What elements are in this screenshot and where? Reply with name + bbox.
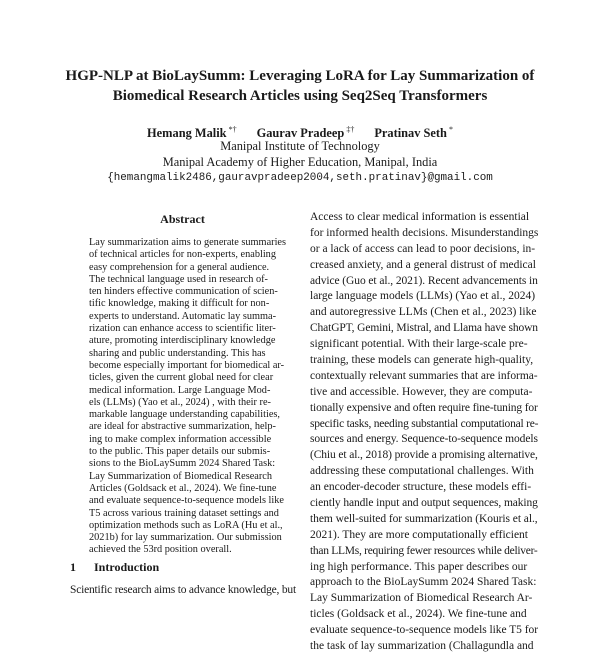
body-text-line: the task of lay summarization (Challagundla and: [310, 640, 534, 653]
body-text-line: tionally expensive and often require fine-tuning for: [310, 401, 538, 414]
body-text-line: contextually relevant summaries that are informa-: [310, 369, 538, 382]
body-text-line: evaluate sequence-to-sequence models like T5 for: [310, 624, 538, 637]
section-title: Introduction: [94, 560, 160, 574]
abstract-line: els (LLMs) (Yao et al., 2024) , with their re-: [89, 396, 271, 408]
author-name: Pratinav Seth: [374, 126, 447, 140]
abstract-line: Lay Summarization of Biomedical Research: [89, 470, 272, 482]
body-text-line: advice (Guo et al., 2021). Recent advancements in: [310, 274, 538, 287]
abstract-line: of technical articles for non-experts, enabling: [89, 249, 276, 261]
right-column-body: [310, 210, 539, 655]
author-name: Gaurav Pradeep: [256, 126, 345, 140]
body-text-line: approach to the BioLaySumm 2024 Shared Task:: [310, 576, 537, 589]
abstract-line: The technical language used in research of-: [89, 273, 268, 285]
abstract-line: Lay summarization aims to generate summaries: [89, 237, 287, 248]
body-text-line: (Chiu et al., 2018) provide a promising alternative,: [310, 449, 538, 462]
body-text-line: creased anxiety, and a general distrust of medical: [310, 258, 536, 271]
abstract-line: become especially important for biomedical ar-: [89, 359, 285, 371]
title-line: Biomedical Research Articles using Seq2Seq Transformers: [112, 88, 488, 104]
body-text-line: training, these models can generate high-quality,: [310, 354, 534, 367]
body-text-line: Scientific research aims to advance knowledge, but: [70, 584, 296, 596]
abstract-heading: Abstract: [160, 212, 205, 226]
abstract-line: tific knowledge, making it difficult for non-: [89, 298, 270, 310]
body-text-line: ticles (Goldsack et al., 2024). We fine-tune and: [310, 608, 527, 621]
body-text-line: significant potential. With their large-scale pre-: [310, 338, 528, 351]
body-text-line: ChatGPT, Gemini, Mistral, and Llama have shown: [310, 322, 538, 335]
section-heading: [70, 560, 159, 574]
abstract-line: rization can enhance access to scientific liter-: [89, 323, 276, 335]
abstract-line: ature, promoting interdisciplinary knowledge: [89, 335, 276, 347]
abstract-line: medical information. Large Language Mod-: [89, 384, 271, 396]
body-text-line: ing high performance. This paper describes our: [310, 560, 528, 573]
abstract-line: ticles, given the current global need for clear: [89, 372, 274, 384]
body-text-line: and autoregressive LLMs (Chen et al., 2023) like: [310, 306, 537, 319]
author-mark: *†: [228, 125, 237, 134]
body-text-line: an encoder-decoder structure, these models effi-: [310, 481, 532, 494]
body-text-line: tive and accessible. However, they are computa-: [310, 385, 533, 398]
abstract-line: Articles (Goldsack et al., 2024). We fine-tune: [89, 482, 277, 494]
abstract-line: experts to understand. Automatic lay summa-: [89, 310, 277, 322]
author-mark: *: [448, 125, 453, 134]
author-mark: ‡†: [346, 125, 355, 134]
abstract-line: to the public. This paper details our submis-: [89, 446, 271, 458]
abstract-line: T5 across various training dataset settings and: [89, 507, 279, 519]
body-text-line: 2021). They are more computationally efficient: [310, 528, 529, 541]
abstract-line: 2021b) for lay summarization. Our submission: [89, 532, 282, 544]
abstract-line: easy comprehension for a general audience.: [89, 261, 270, 273]
author-name: Hemang Malik: [147, 126, 227, 140]
body-text-line: large language models (LLMs) (Yao et al., 2024): [310, 290, 536, 303]
intro-body: [70, 582, 295, 599]
title-line: HGP-NLP at BioLaySumm: Leveraging LoRA for Lay Summarization of: [65, 68, 535, 84]
abstract-line: and evaluate sequence-to-sequence models like: [89, 495, 284, 507]
body-text-line: specific tasks, needing substantial computational re-: [310, 417, 539, 430]
affiliation-institute: Manipal Institute of Technology: [220, 139, 380, 153]
paper-title: [40, 66, 560, 106]
abstract-line: are ideal for abstractive summarization, help-: [89, 421, 276, 433]
abstract-line: ing to make complex information accessible: [89, 433, 272, 445]
body-text-line: for informed health decisions. Misunderstandings: [310, 226, 539, 239]
body-text-line: Access to clear medical information is essential: [310, 211, 530, 223]
abstract-line: achieved the 53rd position overall.: [89, 544, 232, 556]
body-text-line: than LLMs, requiring fewer resources while deliver-: [310, 544, 538, 557]
body-text-line: sources and energy. Sequence-to-sequence models: [310, 433, 538, 446]
abstract-line: ten hinders effective communication of scien-: [89, 286, 278, 298]
abstract-body: [89, 237, 289, 557]
body-text-line: addressing these computational challenges. With: [310, 465, 534, 478]
body-text-line: them well-suited for summarization (Kouris et al.,: [310, 512, 538, 525]
affiliation-university: Manipal Academy of Higher Education, Manipal, India: [162, 155, 438, 169]
abstract-line: optimization methods such as LoRA (Hu et al.,: [89, 519, 283, 531]
body-text-line: or a lack of access can lead to poor decisions, in-: [310, 242, 536, 255]
body-text-line: ciently handle input and output sequences, making: [310, 497, 538, 510]
abstract-line: markable language understanding capabilities,: [89, 409, 280, 421]
section-number: 1: [70, 560, 76, 574]
author-emails: {hemangmalik2486,gauravpradeep2004,seth.pratinav}@gmail.com: [107, 172, 493, 184]
abstract-line: sharing and public understanding. This has: [89, 347, 266, 359]
abstract-line: sions to the BioLaySumm 2024 Shared Task:: [89, 458, 276, 470]
body-text-line: Lay Summarization of Biomedical Research Ar-: [310, 592, 533, 605]
